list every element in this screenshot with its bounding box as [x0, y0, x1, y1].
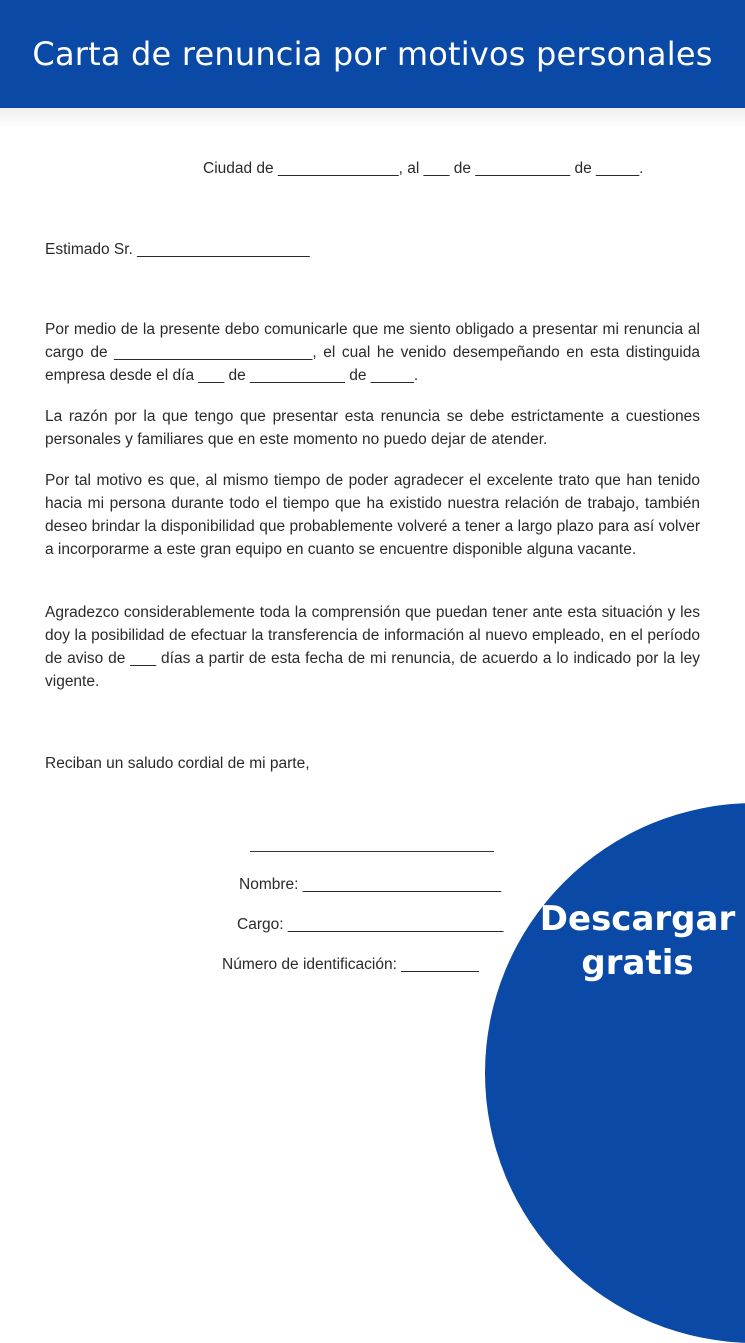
paragraph-transfer: Agradezco considerablemente toda la comprensión que puedan tener ante esta situación y les doy la posibilidad de efectuar la transferencia de información al nuevo empleado, en el período de aviso de ___ días a partir de esta fecha de mi renuncia, de acuerdo a lo indicado por la ley vigente. [45, 604, 700, 690]
position-field: Cargo: _________________________ [237, 916, 504, 933]
closing-line: Reciban un saludo cordial de mi parte, [45, 755, 310, 772]
id-number-field: Número de identificación: _________ [222, 956, 479, 973]
title-banner [0, 0, 745, 108]
download-button-label[interactable]: Descargar gratis [539, 899, 736, 983]
greeting: Estimado Sr. ____________________ [45, 241, 310, 258]
signature-line [250, 851, 494, 852]
date-line: Ciudad de ______________, al ___ de ___________ de _____. [203, 160, 644, 177]
name-field: Nombre: _______________________ [239, 876, 502, 893]
paragraph-gratitude: Por tal motivo es que, al mismo tiempo de poder agradecer el excelente trato que han tenido hacia mi persona durante todo el tiempo que ha existido nuestra relación de trabajo, también deseo brindar la disponibilidad que probablemente volveré a tener a largo plazo para así volver a incorporarme a este gran equipo en cuanto se encuentre disponible alguna vacante. [45, 472, 700, 558]
paragraph-reason: La razón por la que tengo que presentar esta renuncia se debe estrictamente a cuestiones personales y familiares que en este momento no puedo dejar de atender. [45, 408, 700, 448]
page-title: Carta de renuncia por motivos personales [32, 35, 713, 73]
paragraph-intro: Por medio de la presente debo comunicarle que me siento obligado a presentar mi renuncia al cargo de _______________________, el cual he venido desempeñando en esta distinguida empresa desde el día ___ de ___________ de _____. [45, 321, 700, 384]
